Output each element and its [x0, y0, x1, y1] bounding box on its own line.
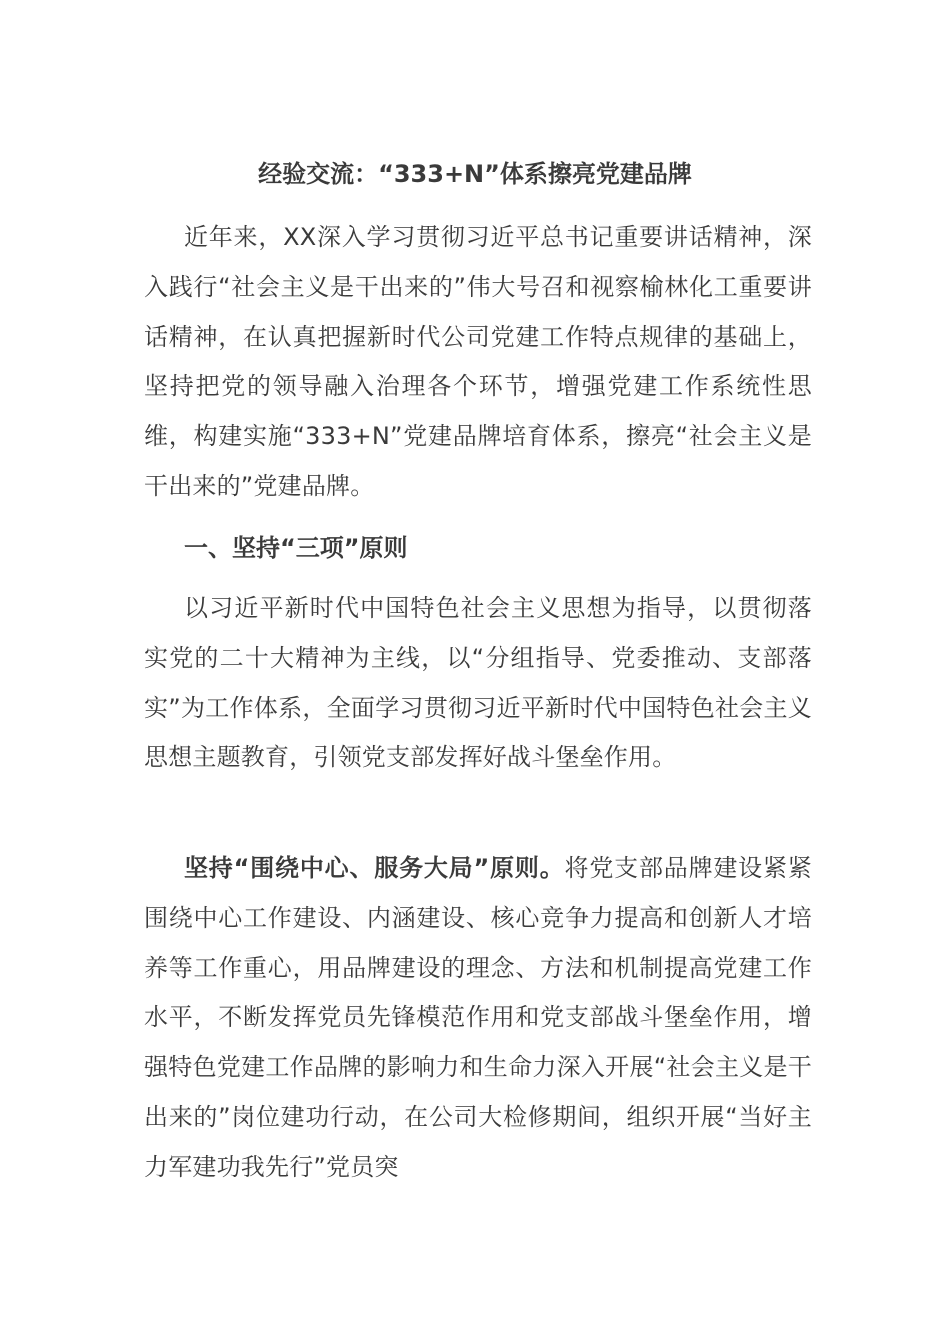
- intro-paragraph: 近年来，XX深入学习贯彻习近平总书记重要讲话精神，深入践行“社会主义是干出来的”伟大号召和视察榆林化工重要讲话精神，在认真把握新时代公司党建工作特点规律的基础上，坚持把党的领导融入治理各个环节，增强党建工作系统性思维，构建实施“333+N”党建品牌培育体系，擦亮“社会主义是干出来的”党建品牌。: [144, 223, 812, 500]
- principle-paragraph: [144, 844, 812, 1193]
- section-heading: 一、坚持“三项”原则: [184, 534, 408, 562]
- document-title: 经验交流：“333+N”体系擦亮党建品牌: [258, 160, 692, 188]
- principle-lead: 坚持“围绕中心、服务大局”原则。: [184, 854, 565, 882]
- guidance-paragraph: 以习近平新时代中国特色社会主义思想为指导，以贯彻落实党的二十大精神为主线，以“分组指导、党委推动、支部落实”为工作体系，全面学习贯彻习近平新时代中国特色社会主义思想主题教育，引领党支部发挥好战斗堡垒作用。: [144, 594, 812, 772]
- principle-body: 将党支部品牌建设紧紧围绕中心工作建设、内涵建设、核心竞争力提高和创新人才培养等工作重心，用品牌建设的理念、方法和机制提高党建工作水平，不断发挥党员先锋模范作用和党支部战斗堡垒作用，增强特色党建工作品牌的影响力和生命力深入开展“社会主义是干出来的”岗位建功行动，在公司大检修期间，组织开展“当好主力军建功我先行”党员突: [144, 854, 813, 1181]
